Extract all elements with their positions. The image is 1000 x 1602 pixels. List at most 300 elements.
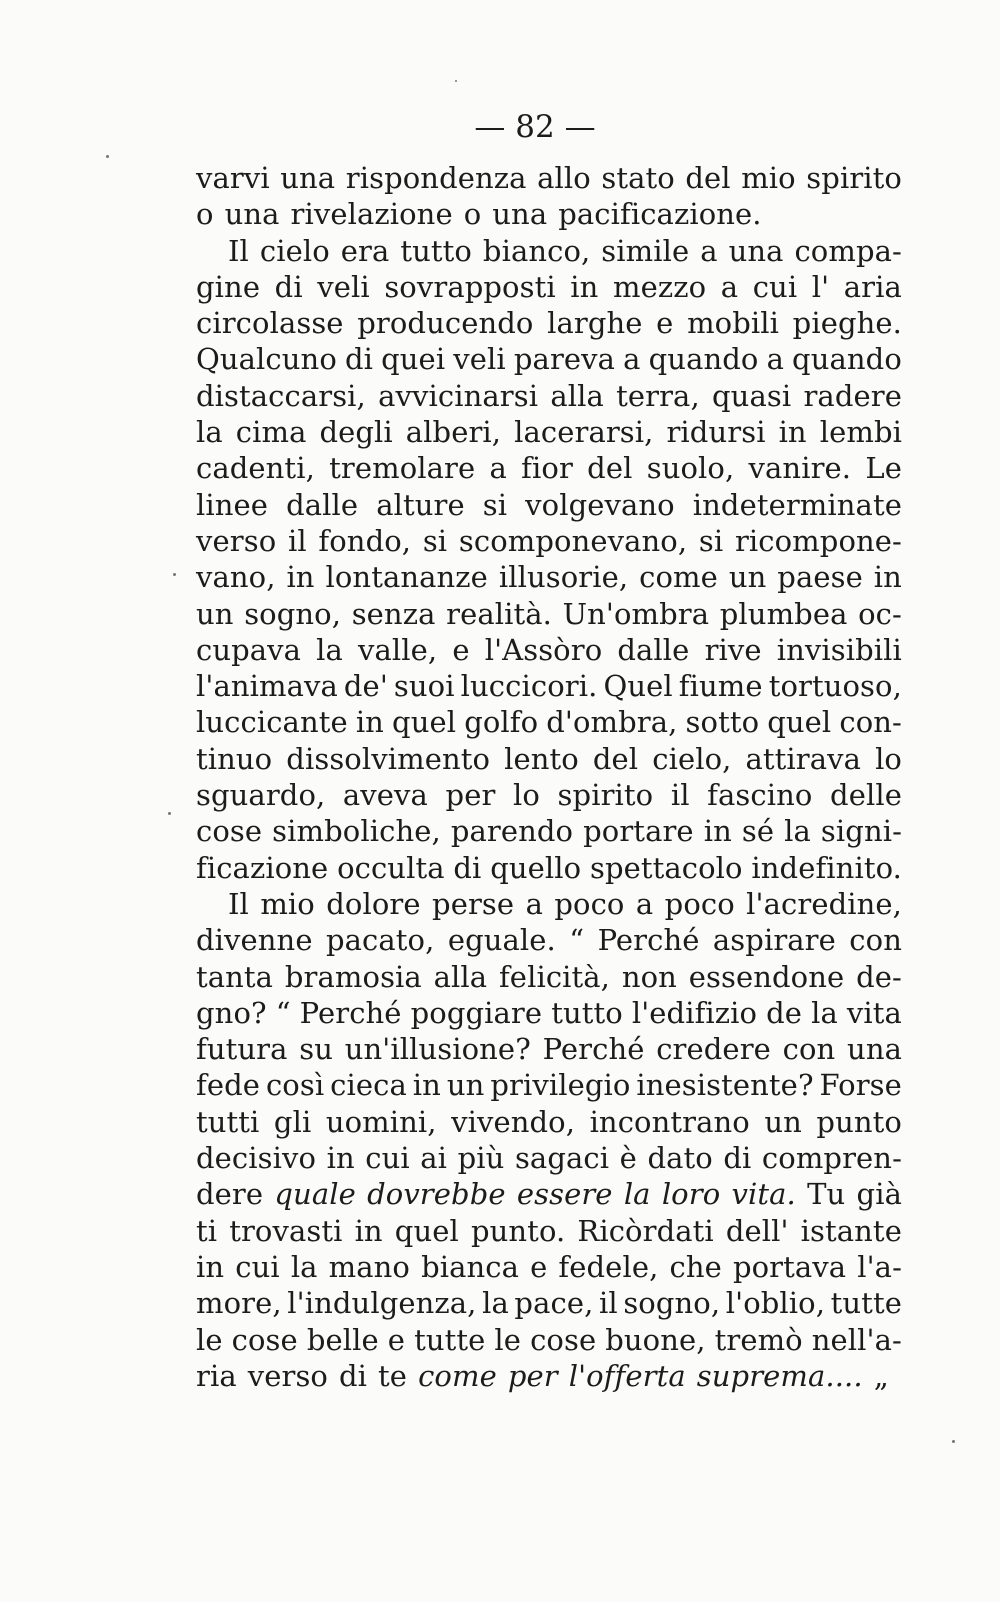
word: circolasse xyxy=(196,306,344,341)
body-text xyxy=(196,160,902,1394)
word: ficazione xyxy=(196,850,329,885)
word: lo xyxy=(875,741,902,776)
word: luccicori. xyxy=(460,669,598,704)
word: con xyxy=(782,1032,836,1067)
italic-word: vita. xyxy=(731,1177,796,1212)
word: in xyxy=(286,560,315,595)
word: fascino xyxy=(707,778,813,813)
word: fiume xyxy=(678,669,763,704)
word: Perché xyxy=(299,995,402,1030)
text-line xyxy=(196,1140,902,1176)
word: dalle xyxy=(617,632,690,667)
word: divenne xyxy=(196,923,313,958)
word: spirito xyxy=(557,778,654,813)
word: de' xyxy=(343,669,388,704)
word: l'a- xyxy=(857,1249,902,1284)
word: Perché xyxy=(542,1032,645,1067)
word: Il xyxy=(228,233,249,268)
word: producendo xyxy=(357,306,534,341)
word: istante xyxy=(800,1213,902,1248)
word: delle xyxy=(830,778,902,813)
word: la xyxy=(784,814,811,849)
word: Il xyxy=(228,886,249,921)
text-line xyxy=(196,1031,902,1067)
word: il xyxy=(287,523,307,558)
word: quei xyxy=(381,342,446,377)
word: e xyxy=(530,1249,548,1284)
word: mio xyxy=(260,886,315,921)
word: sogno, xyxy=(244,596,342,631)
word: in xyxy=(703,814,732,849)
word: tutto xyxy=(551,995,623,1030)
word: già xyxy=(856,1177,902,1212)
word: Un'ombra xyxy=(562,596,710,631)
word: aria xyxy=(843,269,902,304)
word: incontrano xyxy=(589,1104,750,1139)
word: in xyxy=(355,705,384,740)
word: cose xyxy=(196,814,263,849)
word: stato xyxy=(601,161,675,195)
word: lacerarsi, xyxy=(514,415,654,450)
italic-word: la xyxy=(623,1177,651,1212)
text-line xyxy=(196,414,902,450)
word: quasi xyxy=(712,378,792,413)
word: veli xyxy=(453,342,506,377)
text-line xyxy=(196,1104,902,1140)
word: in xyxy=(326,1141,355,1176)
word: tutte xyxy=(830,1286,902,1321)
word: dissolvimento xyxy=(286,741,491,776)
word: del xyxy=(587,451,633,486)
word: tanta xyxy=(196,959,274,994)
word: tremolare xyxy=(329,451,476,486)
word: fior xyxy=(521,451,573,486)
word: felicità, xyxy=(498,959,610,994)
text-line xyxy=(196,450,902,486)
word: una xyxy=(280,161,336,195)
word: e xyxy=(656,306,674,341)
word: quando xyxy=(792,342,902,377)
word: distaccarsi, xyxy=(196,378,366,413)
word: paese xyxy=(777,560,863,595)
word: more, xyxy=(196,1286,282,1321)
text-line xyxy=(196,523,902,559)
word: dere xyxy=(196,1177,264,1212)
word: su xyxy=(299,1032,333,1067)
word: pace, xyxy=(514,1286,594,1321)
paper-speck xyxy=(173,573,176,576)
word: spirito xyxy=(806,161,902,195)
text-line xyxy=(196,886,902,922)
word: nell'a- xyxy=(811,1322,902,1357)
text-line xyxy=(196,1285,902,1321)
text-line xyxy=(196,704,902,740)
word: plumbea xyxy=(719,596,848,631)
word: valle, xyxy=(358,632,438,667)
word: rive xyxy=(704,632,762,667)
word: tutto xyxy=(400,233,472,268)
text-line xyxy=(196,1176,902,1212)
word: ricompone- xyxy=(734,523,902,558)
text-line xyxy=(196,160,902,196)
word: l'indulgenza, xyxy=(287,1286,477,1321)
text-line xyxy=(196,487,902,523)
word: luccicante xyxy=(196,705,348,740)
text-line xyxy=(196,1213,902,1249)
word: alberi, xyxy=(405,415,502,450)
word: si xyxy=(422,523,448,558)
text-line xyxy=(196,196,902,232)
word: l'animava xyxy=(196,669,338,704)
word: una xyxy=(492,197,548,232)
word: di xyxy=(274,269,303,304)
word: fondo, xyxy=(318,523,412,558)
word: larghe xyxy=(547,306,643,341)
word: dell' xyxy=(725,1213,789,1248)
word: e xyxy=(452,632,470,667)
word: o xyxy=(463,197,482,232)
word: verso xyxy=(196,523,277,558)
word: cui xyxy=(752,269,798,304)
word: un xyxy=(728,560,767,595)
word: con- xyxy=(839,705,902,740)
word: a xyxy=(525,886,543,921)
word: bramosia xyxy=(284,959,422,994)
word: dolore xyxy=(326,886,421,921)
word: volgevano xyxy=(525,487,675,522)
word: fedele, xyxy=(558,1249,659,1284)
italic-word: essere xyxy=(516,1177,613,1212)
word: portava xyxy=(732,1249,847,1284)
paper-speck xyxy=(952,1440,955,1443)
word: punto. xyxy=(470,1213,566,1248)
text-line xyxy=(196,1067,902,1103)
word: gno? xyxy=(196,995,267,1030)
word: sé xyxy=(741,814,775,849)
word: la xyxy=(482,1286,509,1321)
word: avvicinarsi xyxy=(378,378,539,413)
word: oc- xyxy=(858,596,902,631)
word: o xyxy=(196,197,214,232)
text-line xyxy=(196,922,902,958)
word: un xyxy=(764,1104,802,1139)
italic-word: loro xyxy=(661,1177,721,1212)
word: con xyxy=(849,923,902,958)
word: non xyxy=(621,959,677,994)
word: bianca xyxy=(421,1249,519,1284)
word: cadenti, xyxy=(196,451,315,486)
word: gli xyxy=(273,1104,312,1139)
word: aspirare xyxy=(712,923,836,958)
word: golfo xyxy=(464,705,539,740)
word: a xyxy=(720,269,739,304)
word: simile xyxy=(601,233,690,268)
text-line xyxy=(196,341,902,377)
page-number: — 82 — xyxy=(474,109,596,145)
word: lembi xyxy=(819,415,902,450)
word: di xyxy=(344,342,374,377)
word: uomini, xyxy=(325,1104,437,1139)
word: realità. xyxy=(446,596,552,631)
word: veli xyxy=(317,269,370,304)
text-line xyxy=(196,269,902,305)
word: indefinito. xyxy=(751,850,902,885)
word: in xyxy=(196,1249,225,1284)
word: senza xyxy=(351,596,436,631)
text-line xyxy=(196,995,902,1031)
text-line xyxy=(196,559,902,595)
word: cui xyxy=(235,1249,280,1284)
word: ridursi xyxy=(666,415,766,450)
word: di xyxy=(453,850,482,885)
word: sovrapposti xyxy=(384,269,556,304)
word: tutte xyxy=(414,1322,486,1357)
word: occulta xyxy=(337,850,445,885)
word: la xyxy=(811,995,838,1030)
word: cima xyxy=(235,415,307,450)
word: l' xyxy=(811,269,830,304)
paper-speck xyxy=(168,812,171,815)
word: compren- xyxy=(761,1141,902,1176)
text-line xyxy=(196,777,902,813)
word: aveva xyxy=(342,778,428,813)
word: fede xyxy=(196,1068,261,1103)
word: è xyxy=(619,1141,637,1176)
word: cose xyxy=(530,1322,597,1357)
word: alture xyxy=(376,487,465,522)
word: Le xyxy=(865,451,902,486)
word: alla xyxy=(433,959,488,994)
word: come xyxy=(639,560,718,595)
word: in xyxy=(873,560,902,595)
word: dalle xyxy=(286,487,359,522)
word: una xyxy=(224,197,280,232)
word: quando xyxy=(648,342,759,377)
word: buone, xyxy=(605,1322,706,1357)
word: mobili xyxy=(687,306,780,341)
word: del xyxy=(685,161,731,195)
word: cielo, xyxy=(652,741,732,776)
word: radere xyxy=(803,378,902,413)
word: pareva xyxy=(513,342,616,377)
word: Tu xyxy=(807,1177,846,1212)
word: quel xyxy=(392,705,457,740)
word: spettacolo xyxy=(589,850,743,885)
word: verso xyxy=(247,1358,328,1393)
word: eguale. xyxy=(447,923,556,958)
word: essendone xyxy=(688,959,845,994)
word: privilegio xyxy=(490,1068,631,1103)
word: una xyxy=(728,233,784,268)
text-line xyxy=(196,596,902,632)
word: tutti xyxy=(196,1104,260,1139)
word: cielo xyxy=(259,233,330,268)
word: cui xyxy=(365,1141,410,1176)
word: ria xyxy=(196,1358,237,1393)
word: “ xyxy=(275,995,291,1030)
word: de- xyxy=(856,959,902,994)
word: belle xyxy=(306,1322,379,1357)
word: vita xyxy=(846,995,902,1030)
word: di xyxy=(723,1141,752,1176)
text-line xyxy=(196,741,902,777)
word: l'oblio, xyxy=(725,1286,826,1321)
word: l'edifizio xyxy=(631,995,758,1030)
word: lontananze xyxy=(325,560,488,595)
word: tortuoso, xyxy=(768,669,902,704)
word: un'illusione? xyxy=(344,1032,531,1067)
word: Quel xyxy=(603,669,673,704)
word: a xyxy=(700,233,718,268)
word: trovasti xyxy=(229,1213,343,1248)
word: per xyxy=(445,778,496,813)
word: d'ombra, xyxy=(546,705,678,740)
word: cieca xyxy=(330,1068,407,1103)
word: ai xyxy=(420,1141,448,1176)
word: mio xyxy=(741,161,796,195)
text-line xyxy=(196,1358,902,1394)
word: te xyxy=(378,1358,408,1393)
word: simboliche, xyxy=(272,814,441,849)
word: la xyxy=(316,632,343,667)
word: inesistente? xyxy=(636,1068,814,1103)
word: le xyxy=(494,1322,522,1357)
text-line xyxy=(196,1249,902,1285)
text-line xyxy=(196,850,902,886)
word: lo xyxy=(513,778,540,813)
italic-word: dovrebbe xyxy=(367,1177,506,1212)
word: l'acredine, xyxy=(746,886,902,921)
word: de xyxy=(766,995,803,1030)
word: “ xyxy=(569,923,585,958)
word: lento xyxy=(504,741,579,776)
word: portare xyxy=(583,814,694,849)
word: in xyxy=(778,415,807,450)
word: Ricòrdati xyxy=(577,1213,714,1248)
paper-speck xyxy=(455,80,457,82)
word: illusorie, xyxy=(498,560,629,595)
word: del xyxy=(592,741,639,776)
word: che xyxy=(669,1249,722,1284)
italic-word: l'offerta xyxy=(568,1358,686,1393)
word: rivelazione xyxy=(290,197,453,232)
word: in xyxy=(412,1068,441,1103)
word: il xyxy=(670,778,690,813)
word: degli xyxy=(319,415,393,450)
italic-word: quale xyxy=(274,1177,356,1212)
word: più xyxy=(457,1141,505,1176)
word: suolo, xyxy=(646,451,735,486)
word: gine xyxy=(196,269,261,304)
word: parendo xyxy=(450,814,574,849)
text-line xyxy=(196,813,902,849)
italic-word: come xyxy=(418,1358,497,1393)
word: mezzo xyxy=(613,269,707,304)
word: la xyxy=(196,415,223,450)
word: un xyxy=(446,1068,485,1103)
word: „ xyxy=(873,1358,889,1393)
word: rispondenza xyxy=(345,161,527,195)
word: era xyxy=(340,233,390,268)
word: futura xyxy=(196,1032,288,1067)
word: sogno, xyxy=(623,1286,721,1321)
text-line xyxy=(196,668,902,704)
word: vano, xyxy=(196,560,276,595)
word: indeterminate xyxy=(692,487,902,522)
text-line xyxy=(196,632,902,668)
word: sguardo, xyxy=(196,778,326,813)
word: la xyxy=(290,1249,318,1284)
text-line xyxy=(196,1322,902,1358)
word: e xyxy=(387,1322,406,1357)
word: di xyxy=(338,1358,368,1393)
word: pacificazione. xyxy=(558,197,762,232)
word: tremò xyxy=(714,1322,803,1357)
word: così xyxy=(265,1068,325,1103)
italic-word: per xyxy=(507,1358,558,1393)
word: l'Assòro xyxy=(484,632,603,667)
text-line xyxy=(196,233,902,269)
word: linee xyxy=(196,487,269,522)
word: varvi xyxy=(196,161,270,195)
word: suoi xyxy=(393,669,455,704)
word: scomponevano, xyxy=(458,523,688,558)
word: punto xyxy=(816,1104,902,1139)
word: compa- xyxy=(794,233,902,268)
text-line xyxy=(196,378,902,414)
word: alla xyxy=(550,378,604,413)
word: perse xyxy=(432,886,515,921)
word: poco xyxy=(664,886,735,921)
word: sotto xyxy=(685,705,760,740)
word: a xyxy=(635,886,654,921)
word: credere xyxy=(656,1032,771,1067)
word: pieghe. xyxy=(792,306,902,341)
word: ti xyxy=(196,1213,218,1248)
word: si xyxy=(482,487,508,522)
word: bianco, xyxy=(482,233,591,268)
word: un xyxy=(196,596,234,631)
word: il xyxy=(598,1286,618,1321)
word: a xyxy=(489,451,507,486)
word: poco xyxy=(554,886,625,921)
paper-speck xyxy=(106,155,109,158)
word: tinuo xyxy=(196,741,273,776)
word: decisivo xyxy=(196,1141,317,1176)
word: quel xyxy=(394,1213,459,1248)
word: quel xyxy=(767,705,832,740)
word: signi- xyxy=(820,814,902,849)
text-line xyxy=(196,959,902,995)
word: a xyxy=(766,342,784,377)
italic-word: suprema.... xyxy=(696,1358,863,1393)
text-line xyxy=(196,305,902,341)
word: Forse xyxy=(819,1068,902,1103)
word: invisibili xyxy=(776,632,902,667)
word: quello xyxy=(490,850,582,885)
word: si xyxy=(698,523,724,558)
word: una xyxy=(847,1032,902,1067)
word: a xyxy=(623,342,641,377)
word: cupava xyxy=(196,632,302,667)
word: pacato, xyxy=(326,923,435,958)
word: dato xyxy=(647,1141,713,1176)
word: Perché xyxy=(597,923,700,958)
word: terra, xyxy=(616,378,700,413)
word: le xyxy=(196,1322,223,1357)
word: allo xyxy=(537,161,591,195)
word: in xyxy=(354,1213,383,1248)
